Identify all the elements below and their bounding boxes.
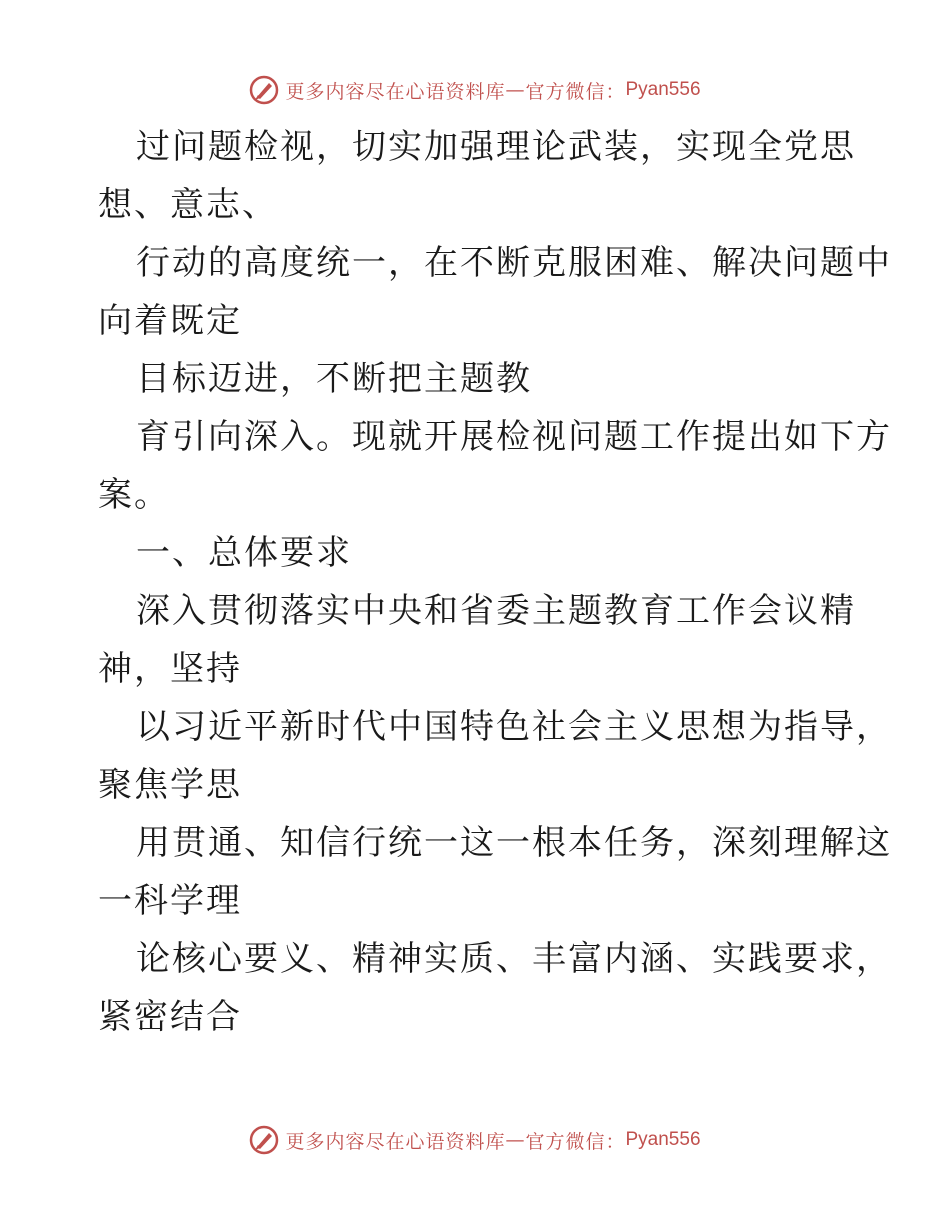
watermark-id: Pyan556	[625, 1129, 701, 1150]
watermark-dash: —	[505, 79, 526, 101]
text-line: 一科学理	[98, 881, 242, 921]
pen-logo-icon	[249, 75, 279, 105]
watermark-brand: 更多内容尽在心语资料库	[285, 80, 506, 103]
watermark-label: 官方微信：	[525, 1130, 626, 1153]
text-line: 聚焦学思	[98, 765, 242, 805]
text-line: 案。	[98, 475, 170, 515]
text-line: 以习近平新时代中国特色社会主义思想为指导，	[136, 707, 892, 747]
watermark-header	[0, 70, 950, 110]
text-line: 向着既定	[98, 301, 242, 341]
watermark-id: Pyan556	[625, 79, 701, 100]
watermark-dash: —	[505, 1129, 526, 1151]
text-line: 用贯通、知信行统一这一根本任务，深刻理解这	[136, 823, 892, 863]
text-line: 一、总体要求	[136, 533, 352, 573]
watermark-brand: 更多内容尽在心语资料库	[285, 1130, 506, 1153]
pen-logo-icon	[249, 1125, 279, 1155]
text-line: 论核心要义、精神实质、丰富内涵、实践要求，	[136, 939, 892, 979]
text-line: 过问题检视，切实加强理论武装，实现全党思	[136, 127, 856, 167]
watermark-footer	[0, 1120, 950, 1160]
text-line: 紧密结合	[98, 997, 242, 1037]
text-line: 行动的高度统一，在不断克服困难、解决问题中	[136, 243, 892, 283]
text-line: 想、意志、	[98, 185, 278, 225]
document-body	[98, 118, 892, 1046]
text-line: 育引向深入。现就开展检视问题工作提出如下方	[136, 417, 892, 457]
text-line: 神，坚持	[98, 649, 242, 689]
watermark-label: 官方微信：	[525, 80, 626, 103]
text-line: 目标迈进，不断把主题教	[136, 359, 532, 399]
text-line: 深入贯彻落实中央和省委主题教育工作会议精	[136, 591, 856, 631]
